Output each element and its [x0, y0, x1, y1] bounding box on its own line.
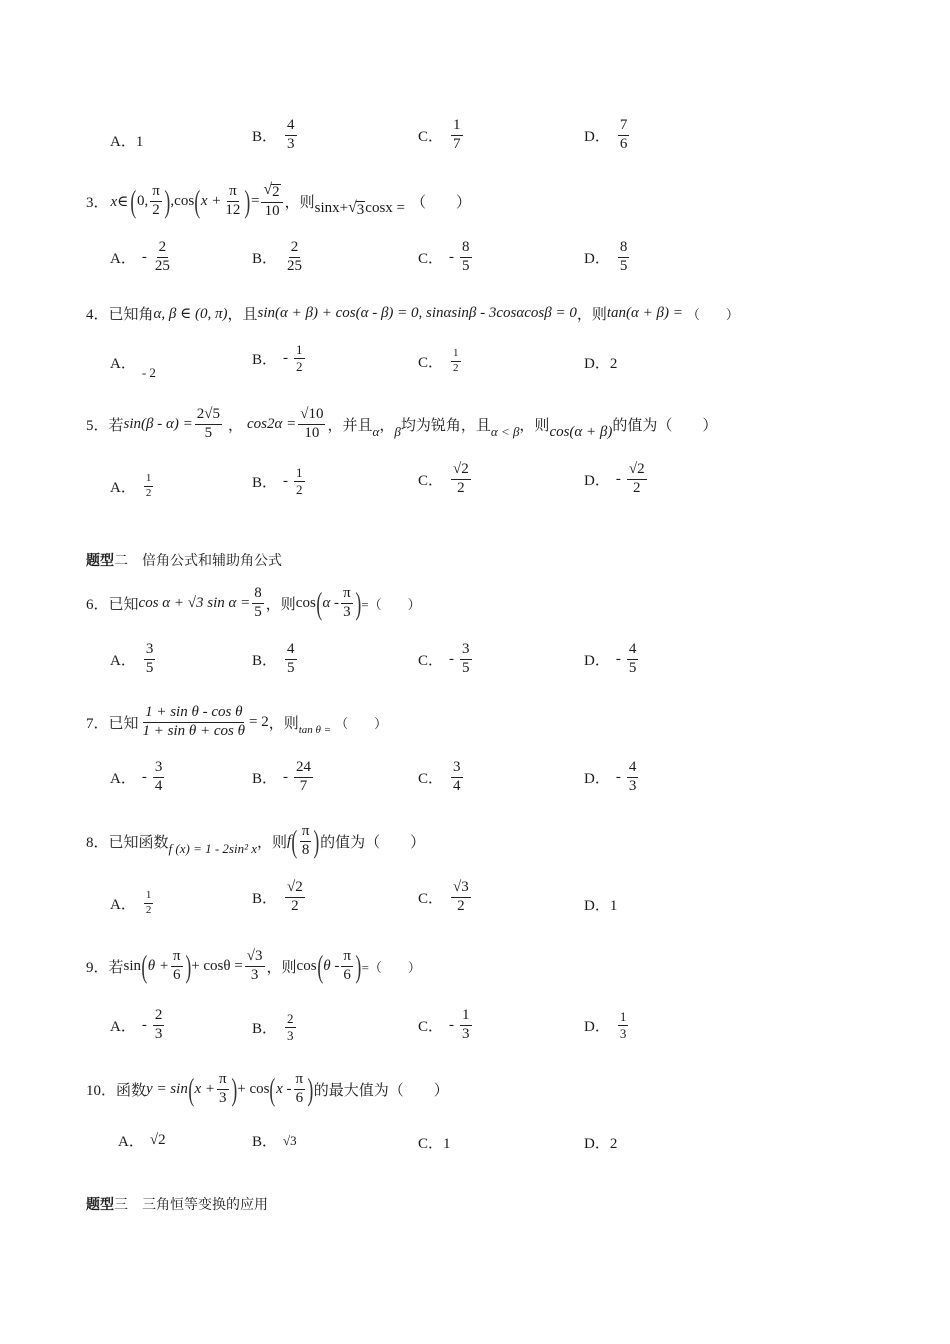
- question-10: 10． 函数 y = sin ( x + $\frac{\pi}{3}$ ) + cos ( x - $\frac{\pi}{6}$ ) 的最大值为（ ）: [86, 1070, 449, 1107]
- q2-option-a: A．1: [110, 133, 144, 150]
- q3-option-a: A． - $\frac{2}{25}$: [110, 239, 170, 274]
- section-heading-3: 题型三 三角恒等变换的应用: [86, 1197, 268, 1213]
- q7-option-c: C． $\frac{3}{4}$: [418, 759, 461, 794]
- q4-option-c: C． $\frac{1}{2}$: [418, 347, 459, 374]
- question-5: 5． 若 sin(β - α) = $\frac{2√5}{5}$ ， cos2α = $\frac{√10}{10}$ ，并且 α ， β 均为锐角，且 α < β ，则 cos(α + β) 的值为（ ）: [86, 405, 718, 441]
- section-heading-2: 题型二 倍角公式和辅助角公式: [86, 553, 282, 569]
- question-3: 3． x∈ ( 0, $\frac{\pi}{2}$ ) ,cos ( x + $\frac{\pi}{12}$ ) = √ 2 10 ，则 sinx+ √ 3 cosx = （ ）: [86, 181, 472, 219]
- q10-option-d: D．2: [584, 1136, 618, 1152]
- q9-option-c: C． - $\frac{1}{3}$: [418, 1007, 470, 1042]
- q4-option-b: B． - $\frac{1}{2}$: [252, 342, 303, 374]
- q8-option-a: A． $\frac{1}{2}$: [110, 889, 152, 916]
- q5-option-d: D． - $\frac{√2}{2}$: [584, 461, 645, 496]
- q8-option-b: B． $\frac{√2}{2}$: [252, 879, 303, 914]
- q7-option-a: A． - $\frac{3}{4}$: [110, 759, 163, 794]
- q3-option-d: D． $\frac{8}{5}$: [584, 239, 628, 274]
- q8-option-c: C． $\frac{√3}{2}$: [418, 879, 469, 914]
- q2-option-d: D． $\frac{7}{6}$: [584, 117, 628, 152]
- question-8: 8． 已知函数 f (x) = 1 - 2sin² x ，则 f ( $\frac{\pi}{8}$ ) 的值为（ ）: [86, 822, 426, 859]
- q9-option-d: D． $\frac{1}{3}$: [584, 1009, 627, 1041]
- question-7: 7． 已知 $\frac{\text{1 + sin θ - cos θ}}{\text{1 + sin θ + cos θ}}$ = 2 ，则 tan θ = （ ）: [86, 703, 388, 739]
- q6-option-b: B． $\frac{4}{5}$: [252, 641, 295, 676]
- q4-option-a: A． - 2: [110, 356, 156, 380]
- question-number: 3．: [86, 194, 109, 211]
- question-4: 4． 已知角 α, β ∈ (0, π) ，且 sin(α + β) + cos(α - β) = 0, sinαsinβ - 3cosαcosβ = 0 ，则 tan(α + β) = （ ）: [86, 304, 739, 323]
- q6-option-c: C． - $\frac{3}{5}$: [418, 641, 470, 676]
- q3-option-c: C． - $\frac{8}{5}$: [418, 239, 470, 274]
- q10-option-b: B． √3: [252, 1132, 297, 1150]
- q6-option-a: A． $\frac{3}{5}$: [110, 641, 154, 676]
- q3-option-b: B． $\frac{2}{25}$: [252, 239, 303, 274]
- question-6: 6． 已知 cos α + √3 sin α = $\frac{8}{5}$ ，则 cos ( α - $\frac{\pi}{3}$ ) =（ ）: [86, 584, 421, 621]
- q10-option-a: A． √2: [118, 1132, 166, 1150]
- q9-option-a: A． - $\frac{2}{3}$: [110, 1007, 163, 1042]
- q5-option-a: A． $\frac{1}{2}$: [110, 472, 152, 499]
- q2-option-b: B． $\frac{4}{3}$: [252, 117, 295, 152]
- q7-option-b: B． - $\frac{24}{7}$: [252, 759, 312, 794]
- q9-option-b: B． $\frac{2}{3}$: [252, 1011, 294, 1043]
- q10-option-c: C．1: [418, 1136, 451, 1152]
- q4-option-d: D．2: [584, 356, 618, 372]
- q5-option-b: B． - $\frac{1}{2}$: [252, 465, 303, 497]
- question-9: 9． 若 sin ( θ + $\frac{\pi}{6}$ ) + cosθ = $\frac{√3}{3}$ ，则 cos ( θ - $\frac{\pi}{6}$ ) =（ ）: [86, 947, 421, 984]
- q8-option-d: D．1: [584, 898, 618, 914]
- q7-option-d: D． - $\frac{4}{3}$: [584, 759, 637, 794]
- q6-option-d: D． - $\frac{4}{5}$: [584, 641, 637, 676]
- q5-option-c: C． $\frac{√2}{2}$: [418, 461, 469, 496]
- q2-option-c: C． $\frac{1}{7}$: [418, 117, 461, 152]
